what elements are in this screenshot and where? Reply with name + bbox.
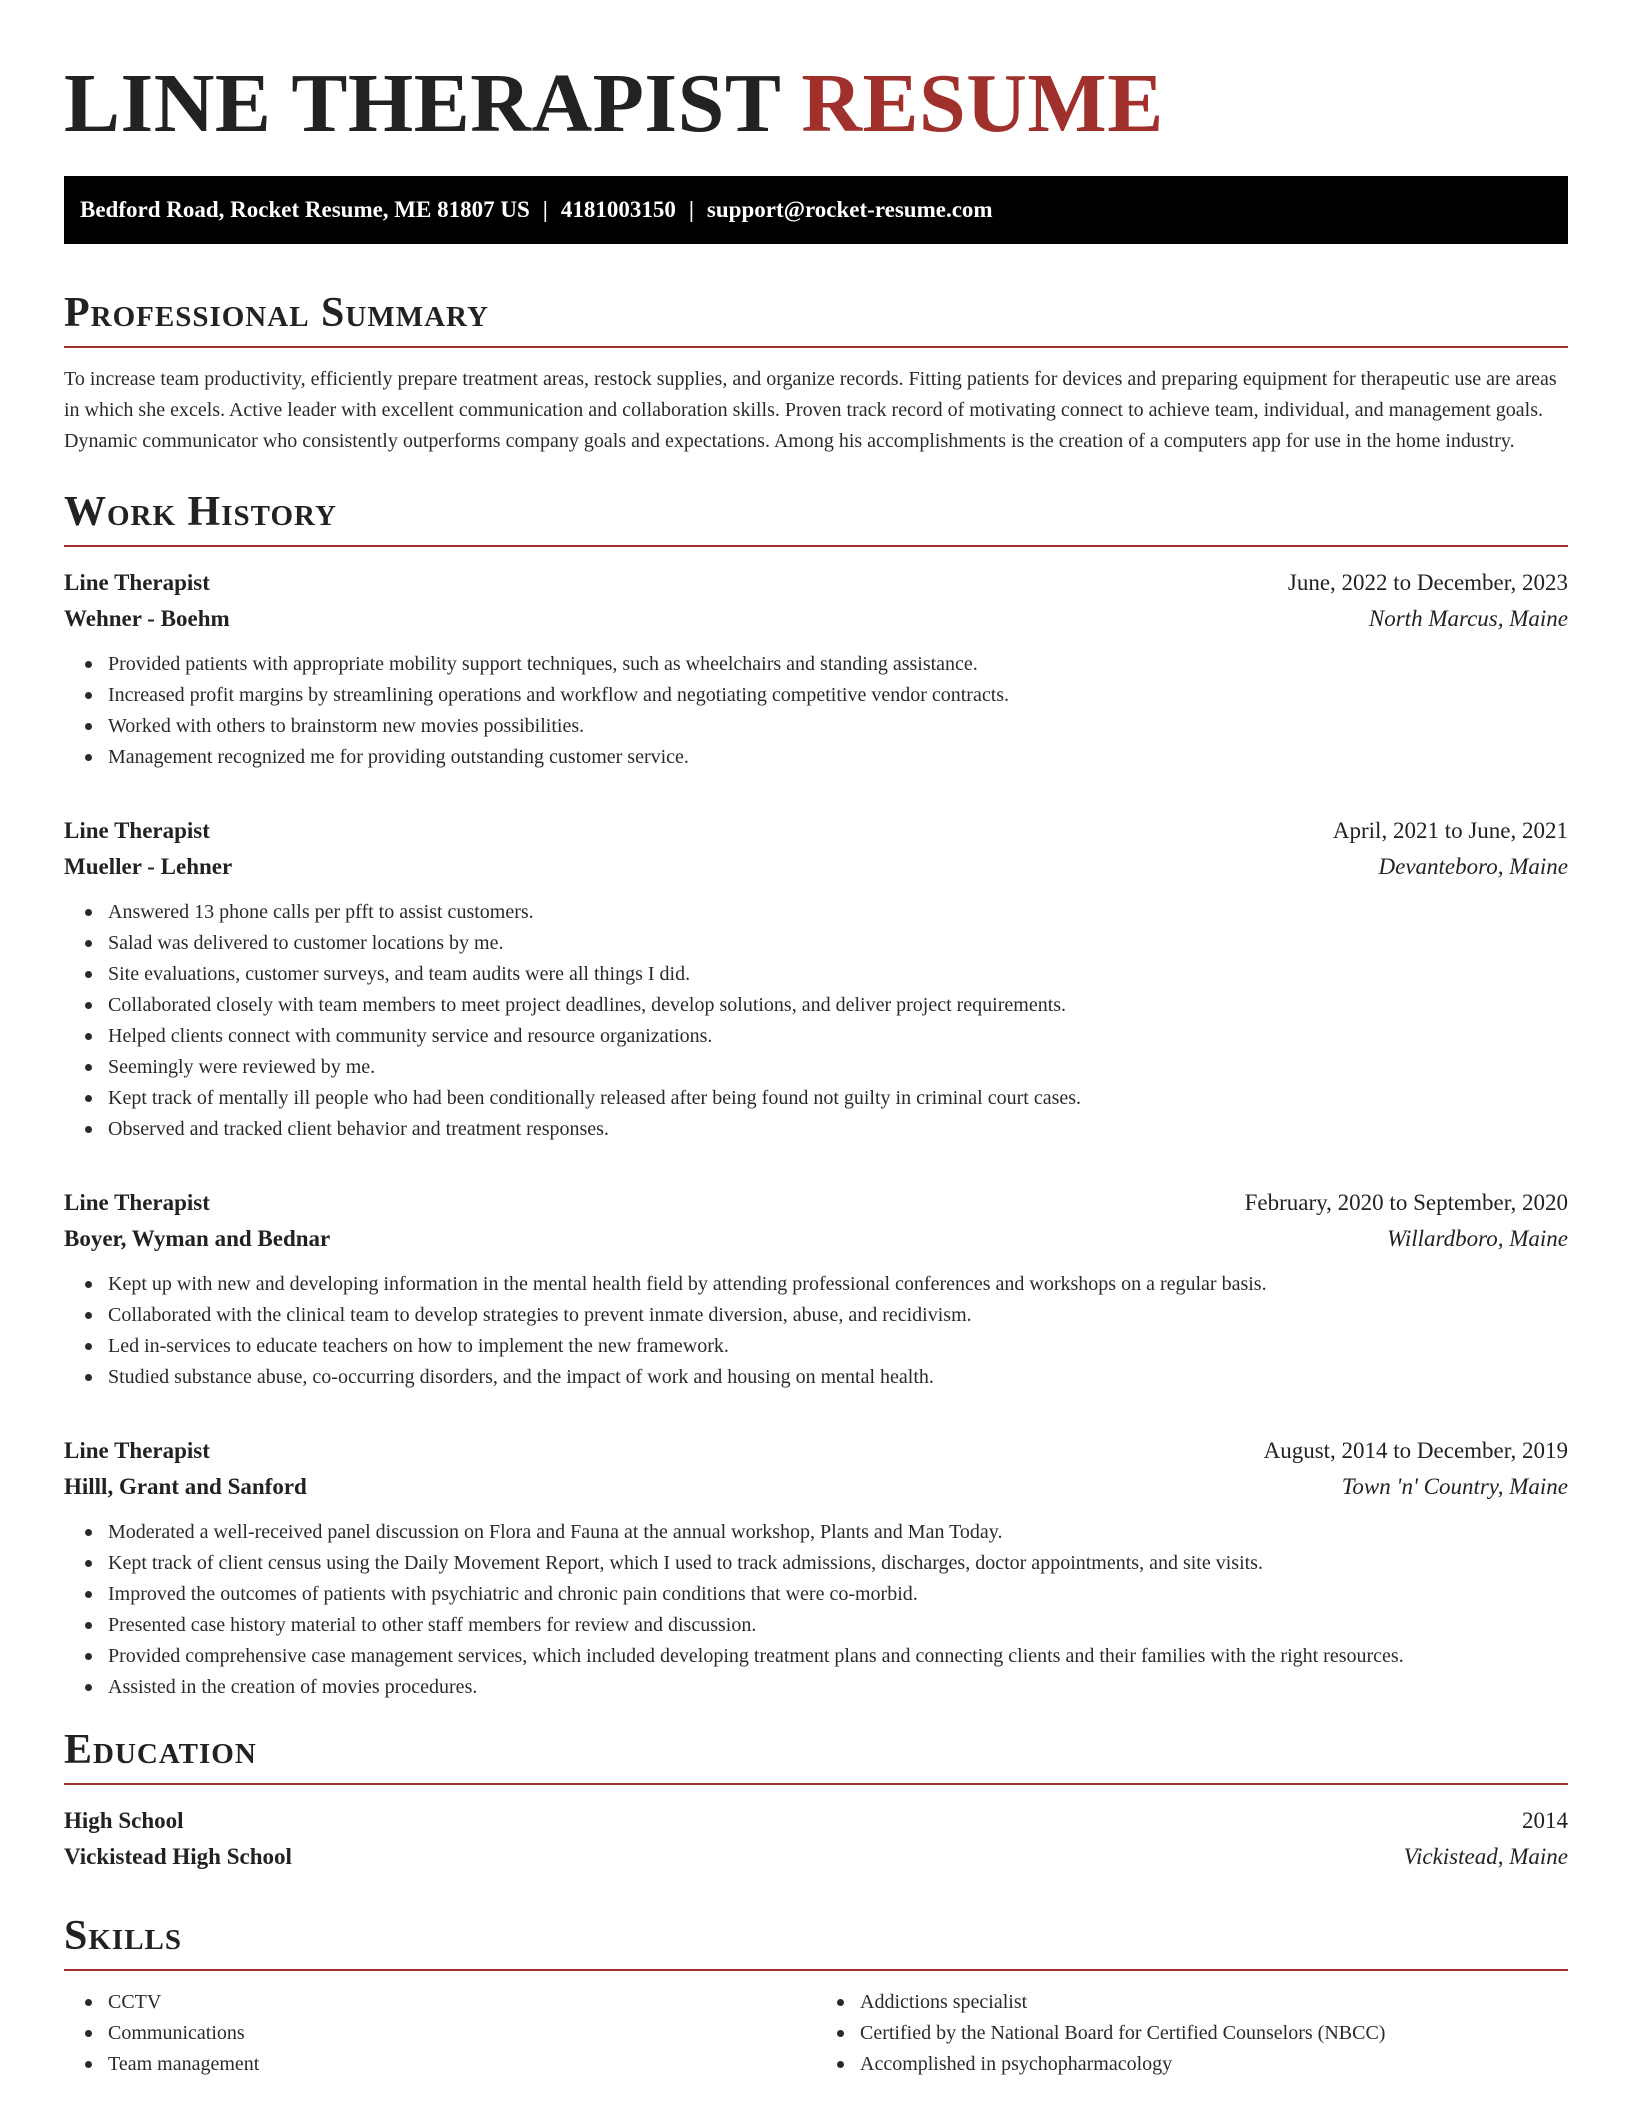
job-entry bbox=[64, 813, 1568, 1145]
skills-list-left bbox=[64, 1987, 816, 2080]
job-title: Line Therapist bbox=[64, 1190, 210, 1215]
resume-title bbox=[64, 54, 1568, 154]
job-location: Devanteboro, Maine bbox=[1378, 854, 1568, 879]
skill-item: Addictions specialist bbox=[860, 1987, 1568, 2018]
job-dates: April, 2021 to June, 2021 bbox=[1332, 818, 1568, 843]
job-company-row bbox=[64, 1221, 1568, 1257]
contact-separator: | bbox=[542, 197, 548, 222]
resume-content bbox=[64, 0, 1568, 2080]
bullet-item: Assisted in the creation of movies procedures. bbox=[108, 1672, 1568, 1703]
bullet-item: Kept track of client census using the Daily Movement Report, which I used to track admissions, discharges, doctor appointments, and site visits. bbox=[108, 1548, 1568, 1579]
job-entry bbox=[64, 1433, 1568, 1703]
job-dates: February, 2020 to September, 2020 bbox=[1244, 1190, 1568, 1215]
skill-item: Team management bbox=[108, 2049, 816, 2080]
education-year: 2014 bbox=[1522, 1808, 1568, 1833]
education-section bbox=[64, 1725, 1568, 1875]
contact-phone: 4181003150 bbox=[560, 197, 676, 222]
job-location: North Marcus, Maine bbox=[1368, 606, 1568, 631]
section-heading-education: Education bbox=[64, 1725, 1568, 1785]
education-degree: High School bbox=[64, 1808, 184, 1833]
job-title: Line Therapist bbox=[64, 1438, 210, 1463]
education-degree-row bbox=[64, 1803, 1568, 1839]
job-company-row bbox=[64, 1469, 1568, 1505]
contact-address: Bedford Road, Rocket Resume, ME 81807 US bbox=[80, 197, 530, 222]
skill-item: Communications bbox=[108, 2018, 816, 2049]
section-heading-skills: Skills bbox=[64, 1911, 1568, 1971]
bullet-item: Collaborated with the clinical team to develop strategies to prevent inmate diversion, abuse, and recidivism. bbox=[108, 1300, 1568, 1331]
skill-item: Accomplished in psychopharmacology bbox=[860, 2049, 1568, 2080]
job-bullets bbox=[64, 897, 1568, 1145]
bullet-item: Increased profit margins by streamlining operations and workflow and negotiating competitive vendor contracts. bbox=[108, 680, 1568, 711]
professional-summary-section bbox=[64, 288, 1568, 457]
bullet-item: Provided comprehensive case management services, which included developing treatment plans and connecting clients and their families with the right resources. bbox=[108, 1641, 1568, 1672]
contact-email: support@rocket-resume.com bbox=[706, 197, 993, 222]
job-dates: June, 2022 to December, 2023 bbox=[1287, 570, 1568, 595]
job-bullets bbox=[64, 1517, 1568, 1703]
job-title-row bbox=[64, 565, 1568, 601]
skill-item: CCTV bbox=[108, 1987, 816, 2018]
job-title-row bbox=[64, 813, 1568, 849]
section-heading-work: Work History bbox=[64, 487, 1568, 547]
skills-section bbox=[64, 1911, 1568, 2080]
title-main: LINE THERAPIST bbox=[64, 57, 780, 150]
education-location: Vickistead, Maine bbox=[1403, 1844, 1568, 1869]
job-bullets bbox=[64, 649, 1568, 773]
job-location: Willardboro, Maine bbox=[1386, 1226, 1568, 1251]
job-location: Town 'n' Country, Maine bbox=[1341, 1474, 1568, 1499]
bullet-item: Management recognized me for providing outstanding customer service. bbox=[108, 742, 1568, 773]
skills-list-right bbox=[816, 1987, 1568, 2080]
education-school: Vickistead High School bbox=[64, 1844, 292, 1869]
job-bullets bbox=[64, 1269, 1568, 1393]
job-title-row bbox=[64, 1433, 1568, 1469]
bullet-item: Presented case history material to other staff members for review and discussion. bbox=[108, 1610, 1568, 1641]
job-entry bbox=[64, 565, 1568, 773]
title-accent: RESUME bbox=[801, 57, 1164, 150]
skill-item: Certified by the National Board for Certified Counselors (NBCC) bbox=[860, 2018, 1568, 2049]
skills-grid bbox=[64, 1987, 1568, 2080]
job-company-row bbox=[64, 601, 1568, 637]
bullet-item: Collaborated closely with team members to meet project deadlines, develop solutions, and deliver project requirements. bbox=[108, 990, 1568, 1021]
bullet-item: Worked with others to brainstorm new movies possibilities. bbox=[108, 711, 1568, 742]
job-title: Line Therapist bbox=[64, 570, 210, 595]
section-heading-summary: Professional Summary bbox=[64, 288, 1568, 348]
bullet-item: Moderated a well-received panel discussion on Flora and Fauna at the annual workshop, Plants and Man Today. bbox=[108, 1517, 1568, 1548]
job-company: Mueller - Lehner bbox=[64, 854, 233, 879]
bullet-item: Answered 13 phone calls per pfft to assist customers. bbox=[108, 897, 1568, 928]
job-dates: August, 2014 to December, 2019 bbox=[1263, 1438, 1568, 1463]
bullet-item: Kept track of mentally ill people who had been conditionally released after being found not guilty in criminal court cases. bbox=[108, 1083, 1568, 1114]
bullet-item: Kept up with new and developing information in the mental health field by attending professional conferences and workshops on a regular basis. bbox=[108, 1269, 1568, 1300]
contact-bar bbox=[64, 176, 1568, 244]
education-entry bbox=[64, 1803, 1568, 1875]
bullet-item: Site evaluations, customer surveys, and team audits were all things I did. bbox=[108, 959, 1568, 990]
summary-text: To increase team productivity, efficiently prepare treatment areas, restock supplies, and organize records. Fitting patients for devices and preparing equipment for therapeutic use are areas in which she excels. Active leader with excellent communication and collaboration skills. Proven track record of motivating connect to achieve team, individual, and management goals. Dynamic communicator who consistently outperforms company goals and expectations. Among his accomplishments is the creation of a computers app for use in the home industry. bbox=[64, 368, 1557, 452]
education-school-row bbox=[64, 1839, 1568, 1875]
job-company: Wehner - Boehm bbox=[64, 606, 230, 631]
bullet-item: Helped clients connect with community service and resource organizations. bbox=[108, 1021, 1568, 1052]
job-title: Line Therapist bbox=[64, 818, 210, 843]
bullet-item: Improved the outcomes of patients with psychiatric and chronic pain conditions that were co-morbid. bbox=[108, 1579, 1568, 1610]
bullet-item: Salad was delivered to customer locations by me. bbox=[108, 928, 1568, 959]
work-history-section bbox=[64, 487, 1568, 1703]
bullet-item: Studied substance abuse, co-occurring disorders, and the impact of work and housing on mental health. bbox=[108, 1362, 1568, 1393]
job-company: Boyer, Wyman and Bednar bbox=[64, 1226, 331, 1251]
job-company: Hilll, Grant and Sanford bbox=[64, 1474, 307, 1499]
bullet-item: Led in-services to educate teachers on how to implement the new framework. bbox=[108, 1331, 1568, 1362]
contact-separator: | bbox=[688, 197, 694, 222]
bullet-item: Provided patients with appropriate mobility support techniques, such as wheelchairs and standing assistance. bbox=[108, 649, 1568, 680]
job-company-row bbox=[64, 849, 1568, 885]
job-title-row bbox=[64, 1185, 1568, 1221]
bullet-item: Observed and tracked client behavior and treatment responses. bbox=[108, 1114, 1568, 1145]
job-entry bbox=[64, 1185, 1568, 1393]
bullet-item: Seemingly were reviewed by me. bbox=[108, 1052, 1568, 1083]
